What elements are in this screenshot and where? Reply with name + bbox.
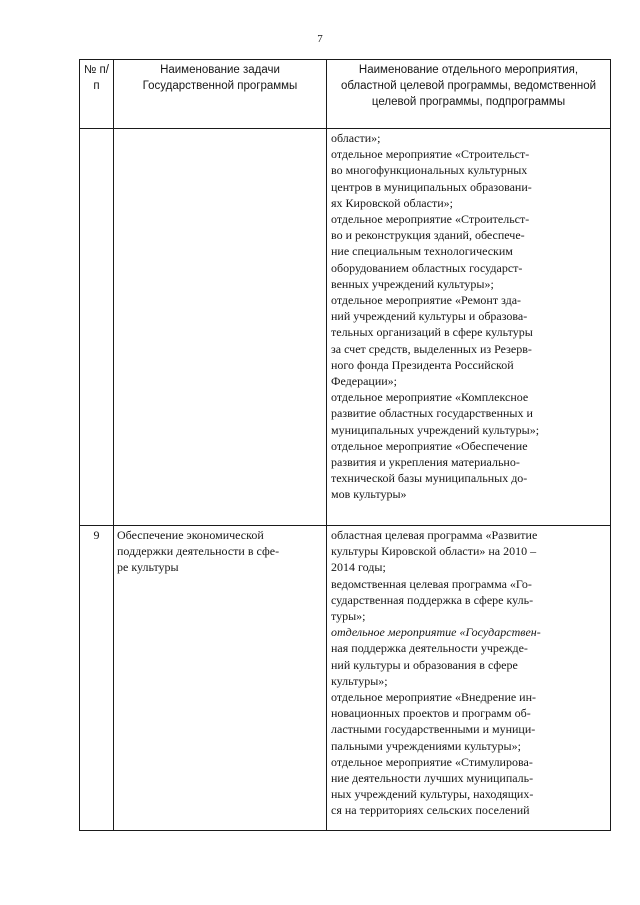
task-line: Обеспечение экономической <box>117 528 264 542</box>
event-line: оборудованием областных государст- <box>331 260 523 275</box>
event-line: сударственная поддержка в сфере куль- <box>331 592 534 607</box>
event-line: ластными государственными и муници- <box>331 722 536 737</box>
event-cell <box>327 526 611 831</box>
event-line: культуры Кировской области» на 2010 – <box>331 544 537 559</box>
event-line: ний учреждений культуры и образова- <box>331 309 528 324</box>
task-line: ре культуры <box>117 560 179 575</box>
event-line: муниципальных учреждений культуры»; <box>331 422 540 437</box>
event-line: ся на территориях сельских поселений <box>331 803 530 818</box>
event-line: области»; <box>331 131 381 145</box>
event-line: культуры»; <box>331 673 388 688</box>
event-line: ние специальным технологическим <box>331 244 513 259</box>
event-line: отдельное мероприятие «Строительст- <box>331 147 530 162</box>
event-line: отдельное мероприятие «Стимулирова- <box>331 754 533 769</box>
event-line: тельных организаций в сфере культуры <box>331 325 533 340</box>
header-number: № п/п <box>80 60 114 129</box>
event-line: ние деятельности лучших муниципаль- <box>331 771 534 786</box>
event-line: за счет средств, выделенных из Резерв- <box>331 341 532 356</box>
event-line: центров в муниципальных образовани- <box>331 179 532 194</box>
event-line: отдельное мероприятие «Ремонт зда- <box>331 293 522 308</box>
event-cell <box>327 129 611 526</box>
event-line: Федерации»; <box>331 374 398 389</box>
event-line: ведомственная целевая программа «Го- <box>331 576 532 591</box>
event-line: технической базы муниципальных до- <box>331 471 528 486</box>
header-task-name: Наименование задачи Государственной программы <box>114 60 327 129</box>
header-event-name: Наименование отдельного мероприятия, областной целевой программы, ведомственной целевой программы, подпрограммы <box>327 60 611 129</box>
page-number: 7 <box>317 33 323 45</box>
event-line: туры»; <box>331 609 366 624</box>
event-line: отдельное мероприятие «Обеспечение <box>331 438 528 453</box>
event-line: развитие областных государственных и <box>331 406 533 421</box>
event-line: во многофункциональных культурных <box>331 163 528 178</box>
task-cell <box>114 526 327 831</box>
event-line: новационных проектов и программ об- <box>331 706 531 721</box>
event-line: ях Кировской области»; <box>331 195 453 210</box>
event-line: ного фонда Президента Российской <box>331 357 514 372</box>
table-row <box>80 526 611 831</box>
program-table <box>79 59 611 831</box>
event-line: пальными учреждениями культуры»; <box>331 738 521 753</box>
task-cell <box>114 129 327 526</box>
row-number-cell: 9 <box>80 526 114 831</box>
event-line: отдельное мероприятие «Комплексное <box>331 390 529 405</box>
event-line: ний культуры и образования в сфере <box>331 657 518 672</box>
row-number-cell <box>80 129 114 526</box>
event-line: венных учреждений культуры»; <box>331 276 494 291</box>
event-line: 2014 годы; <box>331 560 386 575</box>
event-line: ная поддержка деятельности учрежде- <box>331 641 528 656</box>
event-line: отдельное мероприятие «Строительст- <box>331 212 530 227</box>
event-line: отдельное мероприятие «Государствен- <box>331 625 541 640</box>
task-line: поддержки деятельности в сфе- <box>117 544 280 559</box>
event-line: развития и укрепления материально- <box>331 455 520 470</box>
event-line: мов культуры» <box>331 487 407 502</box>
event-line: во и реконструкция зданий, обеспече- <box>331 228 525 243</box>
event-line: ных учреждений культуры, находящих- <box>331 787 534 802</box>
event-line: отдельное мероприятие «Внедрение ин- <box>331 690 537 705</box>
event-line: областная целевая программа «Развитие <box>331 528 538 542</box>
table-header-row <box>80 60 611 129</box>
table-row <box>80 129 611 526</box>
